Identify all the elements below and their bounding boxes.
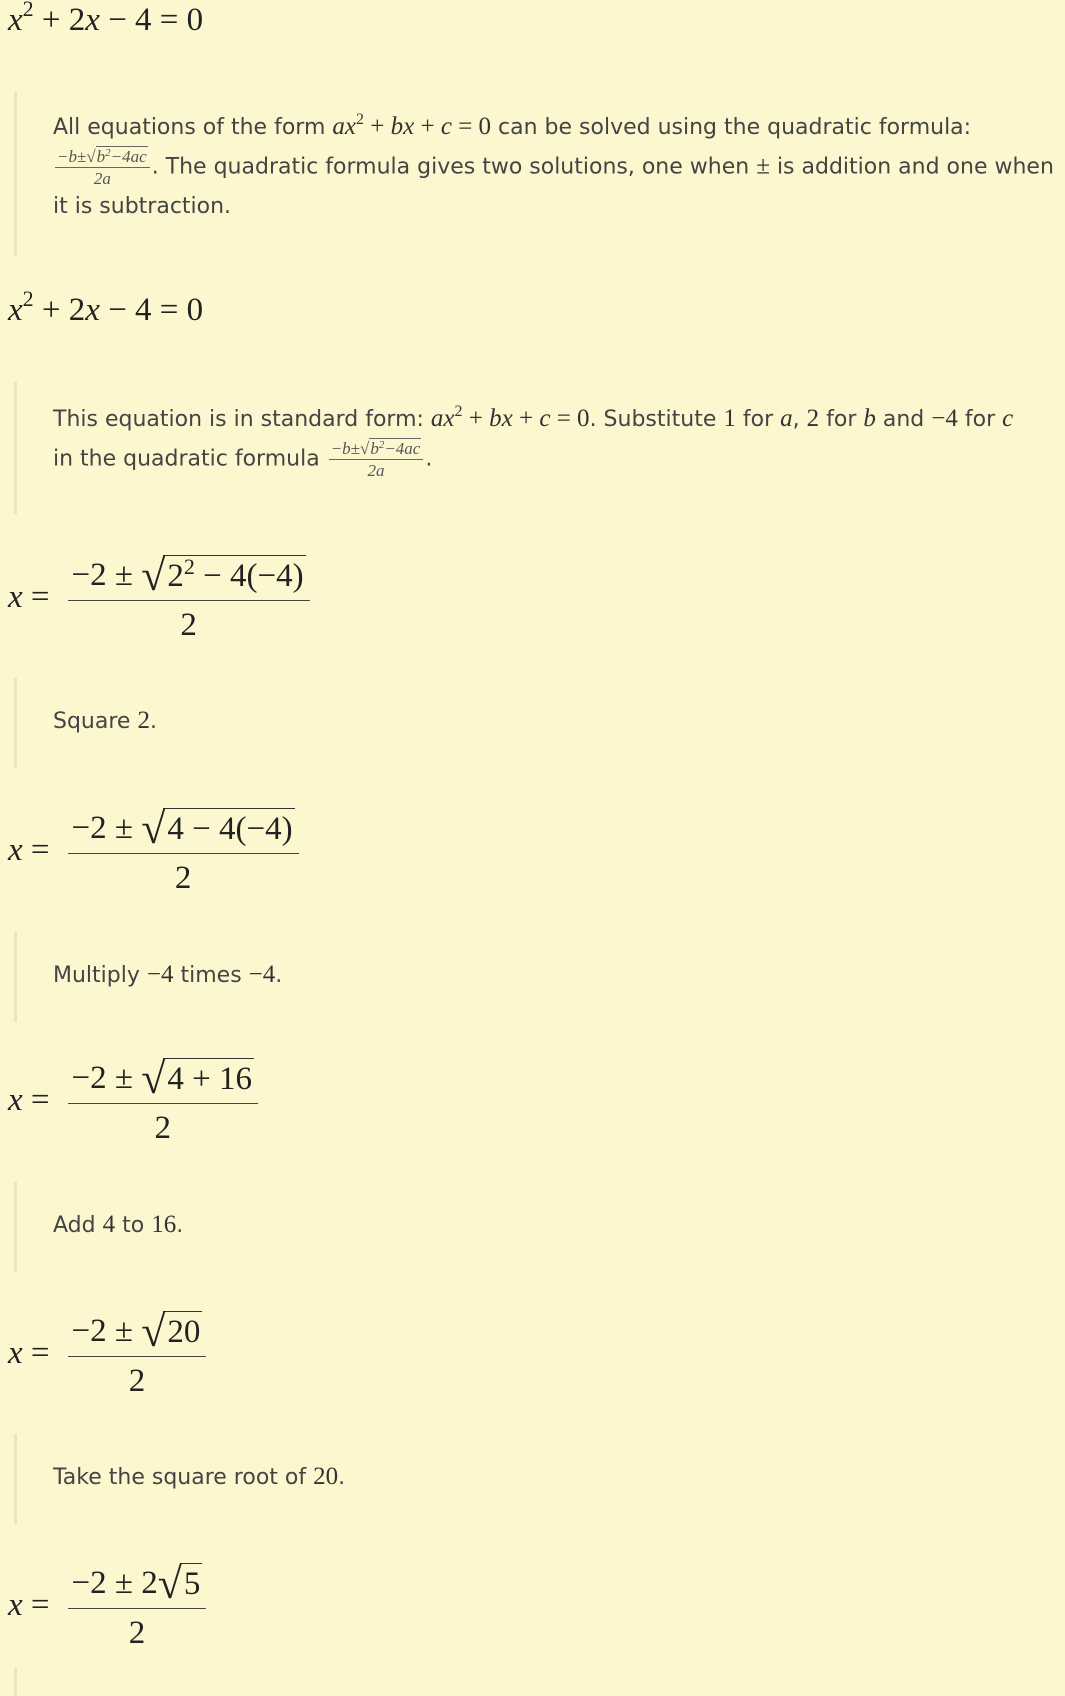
quadratic-formula-inline: $\frac{-b\pm√b^2-4ac}{2a}$ [55,147,150,188]
equation-5: x = −2 ± √ 4 + 16 2 [8,1053,258,1147]
explanation-continuation [14,1668,1057,1696]
explanation-quadratic-formula: All equations of the form $ax^2$ + bx + c = 0 can be solved using the quadratic formula: $\frac{-b\pm√b^2-4ac}{2a}$ . The quadratic formula gives two solutions, one when ± is addition and one when it is subtraction. [14,92,1057,256]
equation-3: x = −2 ± √ $2^2 - 4(-4)$ 2 [8,550,310,644]
explanation-substitute: This equation is in standard form: $ax^2$ + bx + c = 0. Substitute 1 for a, 2 for b and −4 for c in the quadratic formula $\frac{-b\pm√b^2-4ac}{2a}$ . [14,382,1057,514]
quadratic-formula-inline-2: $\frac{-b\pm√b^2-4ac}{2a}$ [329,439,424,480]
equation-1: $x^2 + 2x - 4 = 0$ [8,0,204,38]
equation-2: $x^2 + 2x - 4 = 0$ [8,286,204,328]
explanation-square: Square 2. [14,678,1057,768]
explanation-add: Add 4 to 16. [14,1182,1057,1272]
equation-7: x = −2 ± 2 √ 5 2 [8,1558,206,1652]
explanation-multiply: Multiply −4 times −4. [14,932,1057,1022]
explanation-square-root: Take the square root of 20. [14,1434,1057,1524]
equation-4: x = −2 ± √ 4 − 4(−4) 2 [8,803,299,897]
equation-6: x = −2 ± √ 20 2 [8,1306,206,1400]
